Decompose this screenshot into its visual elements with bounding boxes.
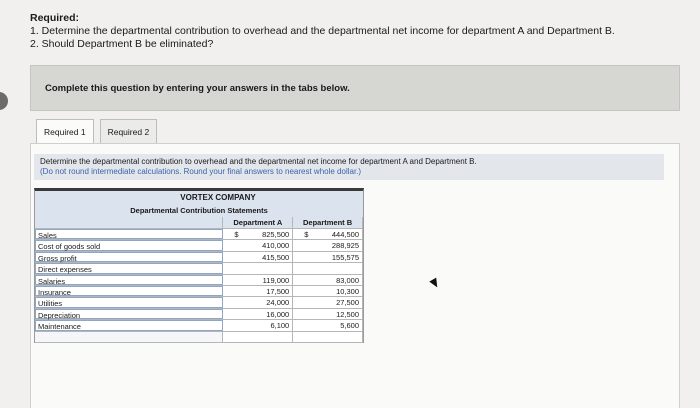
required-heading: Required: [30, 12, 80, 24]
dollar-sign: $ [304, 230, 309, 239]
statement-title: Departmental Contribution Statements [130, 206, 268, 215]
instruction-banner [30, 65, 680, 111]
dept-b-input[interactable]: 5,600 [293, 320, 363, 330]
company-name: VORTEX COMPANY [180, 193, 256, 202]
dept-b-input[interactable]: 155,575 [293, 252, 363, 262]
tab-bar [36, 119, 157, 143]
table-row [35, 240, 363, 251]
question-block [30, 12, 615, 51]
table-row [35, 320, 363, 331]
table-row [35, 275, 363, 286]
column-header-row [35, 217, 363, 229]
row-label-input[interactable]: Maintenance [35, 320, 223, 330]
dept-a-cell [223, 263, 293, 273]
tab-required-2[interactable]: Required 2 [100, 119, 158, 143]
dept-a-input[interactable]: 410,000 [223, 240, 293, 250]
row-label-input[interactable]: Cost of goods sold [35, 240, 223, 250]
side-drag-handle [0, 92, 8, 110]
table-row [35, 263, 363, 274]
dept-b-input[interactable]: 12,500 [293, 309, 363, 319]
question-2: 2. Should Department B be eliminated? [30, 38, 214, 50]
table-row [35, 286, 363, 297]
contribution-statement-table [34, 188, 364, 343]
dept-a-input[interactable]: 16,000 [223, 309, 293, 319]
dept-b-input[interactable]: 288,925 [293, 240, 363, 250]
row-label-cell [35, 332, 223, 342]
instruction-text: Complete this question by entering your answers in the tabs below. [45, 82, 350, 94]
table-row [35, 252, 363, 263]
tab-required-1[interactable]: Required 1 [36, 119, 94, 143]
row-label-input[interactable]: Gross profit [35, 252, 223, 262]
table-row [35, 309, 363, 320]
dept-a-input[interactable]: 17,500 [223, 286, 293, 296]
dept-b-input[interactable]: 83,000 [293, 275, 363, 285]
dept-a-cell [223, 332, 293, 342]
row-label-input[interactable]: Depreciation [35, 309, 223, 319]
dept-b-input[interactable]: 10,300 [293, 286, 363, 296]
col-department-a: Department A [223, 217, 293, 228]
table-row [35, 229, 363, 240]
row-label-input[interactable]: Insurance [35, 286, 223, 296]
dept-a-input[interactable]: $ 825,500 [223, 229, 293, 239]
dept-b-input[interactable]: 27,500 [293, 297, 363, 307]
dept-a-input[interactable]: 24,000 [223, 297, 293, 307]
row-label-input[interactable]: Utilities [35, 297, 223, 307]
statement-header [35, 191, 363, 217]
dept-b-input[interactable]: $ 444,500 [293, 229, 363, 239]
dept-b-cell [293, 263, 363, 273]
row-label-input[interactable]: Sales [35, 229, 223, 239]
dept-a-input[interactable]: 6,100 [223, 320, 293, 330]
panel-description [34, 154, 664, 180]
row-label-input[interactable]: Salaries [35, 275, 223, 285]
dollar-sign: $ [234, 230, 239, 239]
description-text: Determine the departmental contribution to overhead and the departmental net income for department A and Department B. [40, 157, 477, 166]
dept-a-input[interactable]: 119,000 [223, 275, 293, 285]
table-row [35, 297, 363, 308]
rounding-note: (Do not round intermediate calculations. Round your final answers to nearest whole dollar.) [40, 167, 362, 176]
question-1: 1. Determine the departmental contribution to overhead and the departmental net income for department A and Department B. [30, 25, 615, 37]
dept-a-input[interactable]: 415,500 [223, 252, 293, 262]
table-row [35, 332, 363, 343]
dept-b-cell [293, 332, 363, 342]
col-department-b: Department B [293, 217, 363, 228]
row-label-input[interactable]: Direct expenses [35, 263, 223, 273]
